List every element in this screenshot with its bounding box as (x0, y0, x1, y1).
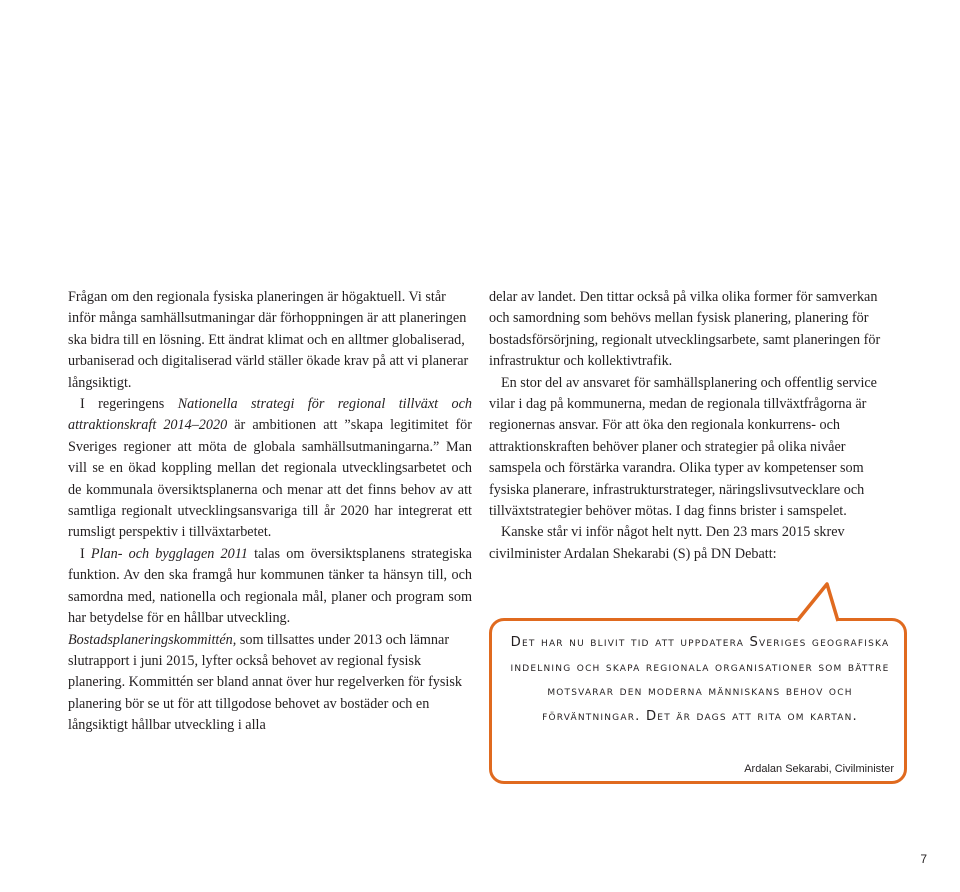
strategy-paragraph: I regeringens Nationella strategi för regional tillväxt och attraktionskraft 2014–2020 är ambitionen att ”skapa legitimitet för Sveriges regioner att möta de globala samhällsutmaningarna.” Man vill se en ökad koppling mellan det regionala utvecklingsarbetet och de kommunala översiktsplanerna och menar att det finns behov av att samtliga regionalt utvecklingsansvariga till år 2020 har integrerat ett rumsligt perspektiv i tillväxtarbetet. (68, 396, 472, 541)
continuation-paragraph: delar av landet. Den tittar också på vilka olika former för samverkan och samordning som behövs mellan fysisk planering, planering för bostadsförsörjning, regionalt utvecklingsarbete, samt planeringen för infrastruktur och kollektivtrafik. (489, 289, 881, 370)
committee-paragraph: Bostadsplaneringskommittén, som tillsattes under 2013 och lämnar slutrapport i juni 2015, lyfter också behovet av regional fysisk planering. Kommittén ser bland annat över hur regelverken för fysisk planering bör se ut för att tillgodose behovet av bostäder och en långsiktigt hållbar utveckling i alla (68, 631, 462, 734)
strategy-title: Nationella strategi för regional tillväxt och attraktionskraft 2014–2020 (68, 396, 472, 434)
page-number: 7 (920, 852, 927, 866)
minister-quote: Det har nu blivit tid att uppdatera Sveriges geografiska indelning och skapa regionala organisationer som bättre motsvarar den moderna människans behov och förväntningar. Det är dags att rita om kartan. (510, 635, 890, 724)
minister-intro-paragraph: Kanske står vi inför något helt nytt. Den 23 mars 2015 skrev civilminister Ardalan Shekarabi (S) på DN Debatt: (489, 524, 845, 562)
quote-bubble (489, 618, 907, 784)
pbl-paragraph: I Plan- och bygglagen 2011 talas om översiktsplanens strategiska funktion. Av den ska framgå hur kommunen tänker ta hänsyn till, och samordna med, nationella och regionala mål, planer och program som har betydelse för en hållbar utveckling. (68, 545, 472, 627)
committee-title: Bostadsplaneringskommittén, (68, 631, 237, 648)
left-column (68, 287, 472, 737)
pbl-title: Plan- och bygglagen 2011 (90, 545, 248, 562)
right-column (489, 287, 895, 565)
quote-attribution: Ardalan Sekarabi, Civilminister (744, 763, 894, 775)
responsibility-paragraph: En stor del av ansvaret för samhällsplanering och offentlig service vilar i dag på kommunerna, medan de regionala tillväxtfrågorna är regionernas ansvar. För att öka den regionala konkurrens- och attraktionskraften behöver planer och strategier på olika nivåer samspela och förstärka varandra. Olika typer av kompetenser som fysiska planerare, infrastrukturstrateger, näringslivsutvecklare och tillväxtstrategier behöver mötas. I dag finns brister i samspelet. (489, 374, 877, 520)
intro-paragraph: Frågan om den regionala fysiska planeringen är högaktuell. Vi står inför många samhällsutmaningar där förhoppningen är att planeringen ska bidra till en lösning. Ett ändrat klimat och en alltmer globaliserad, urbaniserad och digitaliserad värld ställer ökade krav på att vi planerar långsiktigt. (68, 289, 469, 391)
